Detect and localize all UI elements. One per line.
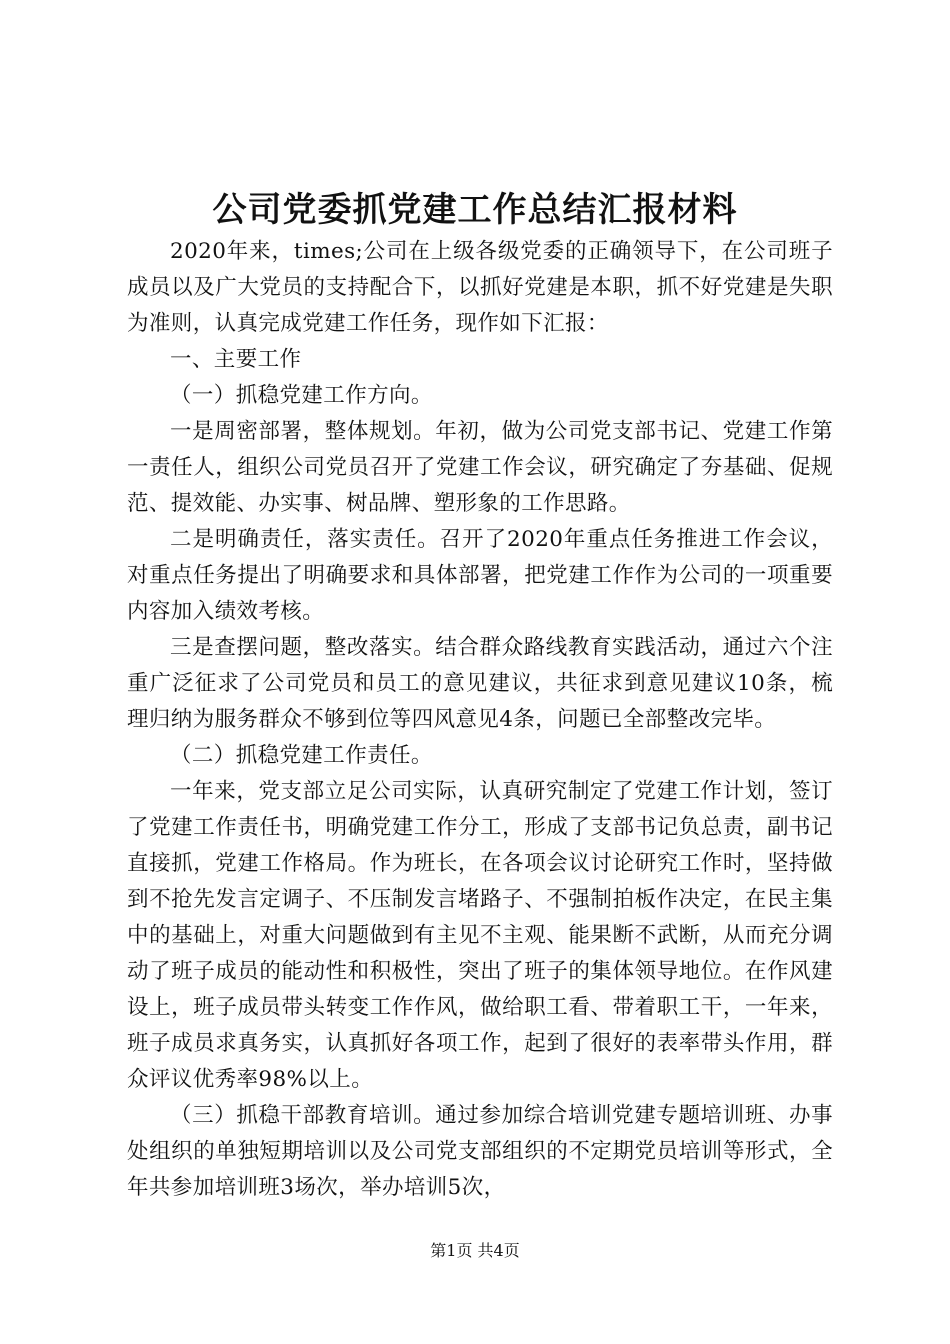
paragraph-rectification: 三是查摆问题，整改落实。结合群众路线教育实践活动，通过六个注重广泛征求了公司党员和员工的意见建议，共征求到意见建议10条，梳理归纳为服务群众不够到位等四风意见4条，问题已全部整改完毕。 bbox=[127, 635, 833, 732]
document-body bbox=[127, 234, 833, 1206]
subsection-heading-direction: （一）抓稳党建工作方向。 bbox=[170, 383, 433, 408]
paragraph-training: （三）抓稳干部教育培训。通过参加综合培训党建专题培训班、办事处组织的单独短期培训以及公司党支部组织的不定期党员培训等形式，全年共参加培训班3场次，举办培训5次， bbox=[127, 1103, 833, 1200]
paragraph-planning: 一是周密部署，整体规划。年初，做为公司党支部书记、党建工作第一责任人，组织公司党员召开了党建工作会议，研究确定了夯基础、促规范、提效能、办实事、树品牌、塑形象的工作思路。 bbox=[127, 419, 833, 516]
paragraph-intro: 2020年来，times;公司在上级各级党委的正确领导下，在公司班子成员以及广大党员的支持配合下，以抓好党建是本职，抓不好党建是失职为准则，认真完成党建工作任务，现作如下汇报： bbox=[127, 239, 833, 336]
paragraph-year-review: 一年来，党支部立足公司实际，认真研究制定了党建工作计划，签订了党建工作责任书，明确党建工作分工，形成了支部书记负总责，副书记直接抓，党建工作格局。作为班长，在各项会议讨论研究工作时，坚持做到不抢先发言定调子、不压制发言堵路子、不强制拍板作决定，在民主集中的基础上，对重大问题做到有主见不主观、能果断不武断，从而充分调动了班子成员的能动性和积极性，突出了班子的集体领导地位。在作风建设上，班子成员带头转变工作作风，做给职工看、带着职工干，一年来，班子成员求真务实，认真抓好各项工作，起到了很好的表率带头作用，群众评议优秀率98%以上。 bbox=[127, 779, 833, 1092]
subsection-heading-responsibility: （二）抓稳党建工作责任。 bbox=[170, 743, 433, 768]
section-heading-main-work: 一、主要工作 bbox=[170, 347, 302, 372]
paragraph-responsibility: 二是明确责任，落实责任。召开了2020年重点任务推进工作会议，对重点任务提出了明确要求和具体部署，把党建工作作为公司的一项重要内容加入绩效考核。 bbox=[127, 527, 833, 624]
page-footer: 第1页 共4页 bbox=[430, 1241, 520, 1260]
document-title: 公司党委抓党建工作总结汇报材料 bbox=[212, 190, 738, 230]
